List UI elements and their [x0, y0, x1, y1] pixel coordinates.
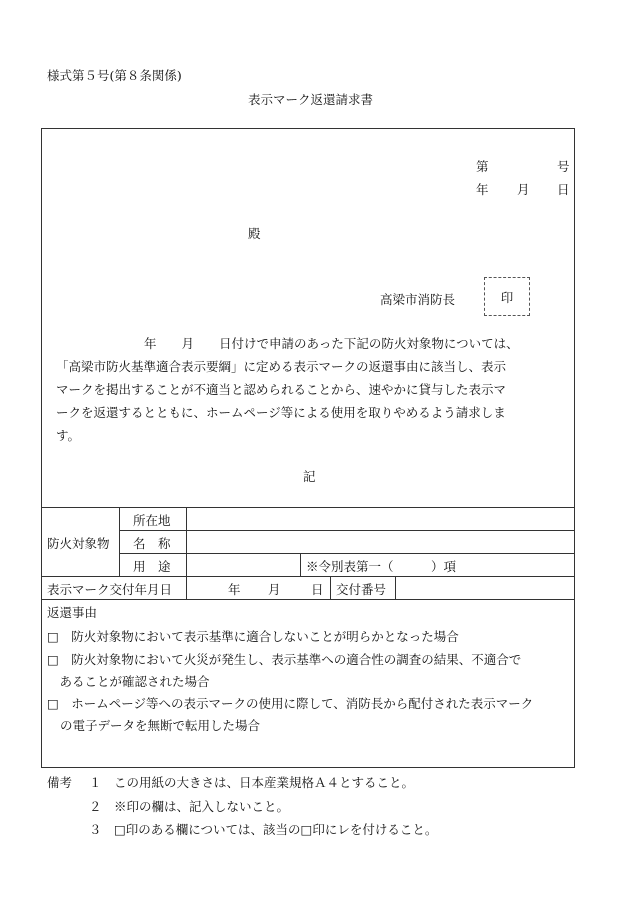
body-line: 年 月 日付けで申請のあった下記の防火対象物については、: [144, 336, 519, 351]
reason-item[interactable]: □ 防火対象物において火災が発生し、表示基準への適合性の調査の結果、不適合で: [47, 652, 522, 667]
date-month: 月: [517, 182, 530, 197]
name-label: 名 称: [133, 536, 171, 551]
table-rule: [395, 576, 396, 599]
reason-item-cont: の電子データを無断で転用した場合: [60, 718, 261, 733]
seal-box: [484, 277, 530, 316]
table-rule: [330, 576, 331, 599]
reasons-heading: 返還事由: [47, 605, 98, 620]
number-suffix: 号: [557, 159, 570, 174]
table-rule: [186, 507, 187, 599]
issue-day: 日: [311, 582, 324, 597]
table-rule: [119, 530, 575, 531]
sender-name: 高梁市消防長: [380, 292, 456, 307]
document-title: 表示マーク返還請求書: [248, 92, 374, 107]
issue-month: 月: [268, 582, 281, 597]
body-line: マークを掲出することが不適当と認められることから、速やかに貸与した表示マ: [56, 382, 507, 397]
body-line: 「高梁市防火基準適合表示要綱」に定める表示マークの返還事由に該当し、表示: [56, 359, 507, 374]
date-day: 日: [557, 182, 570, 197]
body-line: ークを返還するとともに、ホームページ等による使用を取りやめるよう請求しま: [56, 405, 506, 420]
issue-year: 年: [228, 582, 241, 597]
note-item: １ この用紙の大きさは、日本産業規格Ａ４とすること。: [89, 775, 415, 790]
address-label: 所在地: [133, 513, 171, 528]
date-year: 年: [476, 182, 489, 197]
use-label: 用 途: [133, 559, 171, 574]
body-line: す。: [56, 428, 81, 443]
table-rule: [41, 507, 575, 508]
table-rule: [41, 599, 575, 600]
reason-item-cont: あることが確認された場合: [47, 674, 210, 689]
notes-label: 備考: [47, 775, 73, 790]
number-prefix: 第: [476, 159, 489, 174]
request-body: [56, 332, 556, 447]
addressee-honorific: 殿: [248, 226, 261, 241]
reason-item[interactable]: □ ホームページ等への表示マークの使用に際して、消防長から配付された表示マーク: [47, 696, 534, 711]
table-rule: [119, 507, 120, 576]
ki-mark: 記: [303, 469, 316, 484]
issue-date-label: 表示マーク交付年月日: [47, 582, 173, 597]
table-rule: [300, 553, 301, 576]
reason-item[interactable]: □ 防火対象物において表示基準に適合しないことが明らかとなった場合: [47, 629, 459, 644]
fire-target-group-label: 防火対象物: [47, 536, 110, 551]
note-item: ２ ※印の欄は、記入しないこと。: [89, 799, 290, 814]
issue-number-label: 交付番号: [336, 582, 387, 597]
table-rule: [119, 553, 575, 554]
classification-field: ※令別表第一（ ）項: [306, 559, 457, 574]
table-rule: [41, 576, 575, 577]
seal-label: 印: [500, 289, 514, 305]
form-number: 様式第５号(第８条関係): [47, 68, 182, 83]
note-item: ３ □印のある欄については、該当の□印にレを付けること。: [89, 822, 438, 837]
